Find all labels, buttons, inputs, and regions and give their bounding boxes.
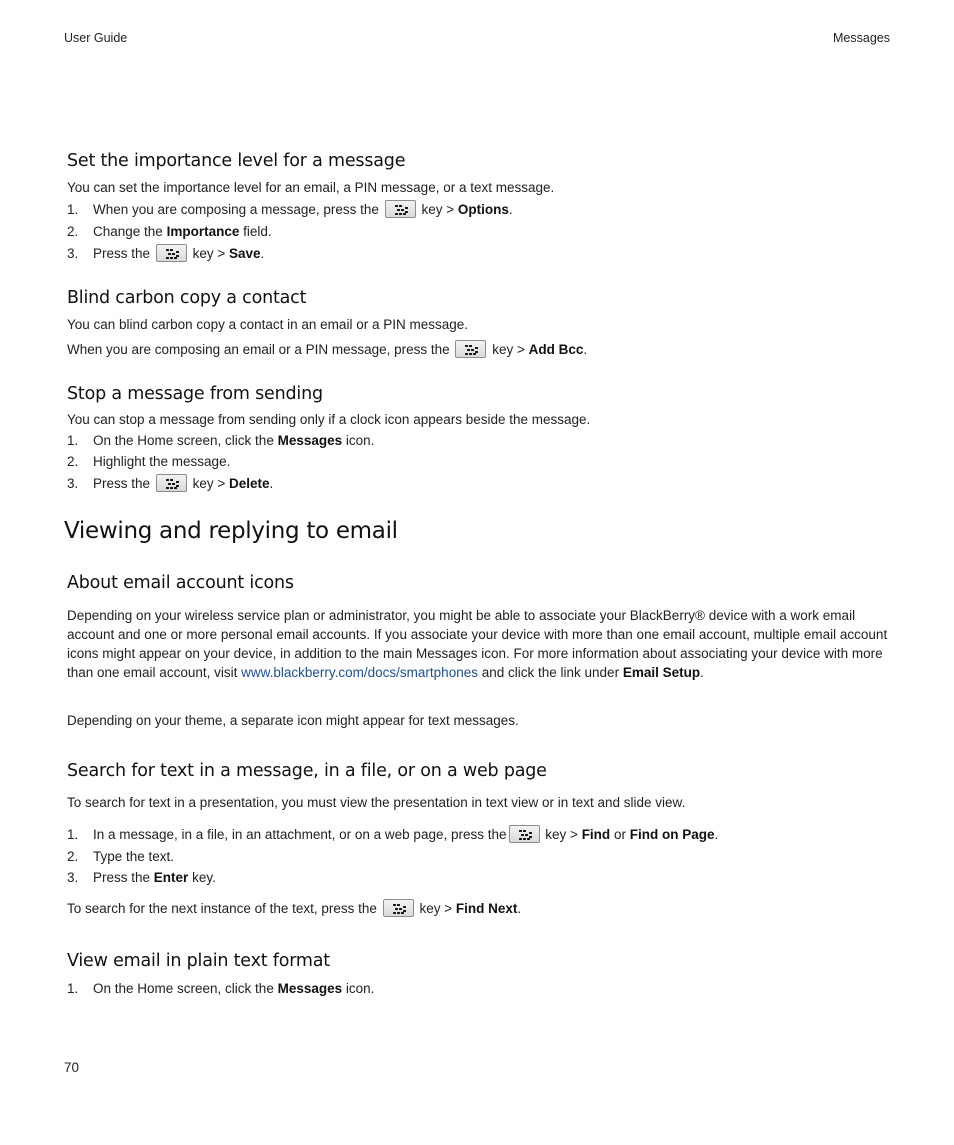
importance-step-1: 1. When you are composing a message, press the key > Options. xyxy=(67,200,513,219)
menu-key-glyph xyxy=(518,829,532,841)
menu-key-icon xyxy=(383,899,414,917)
search-next-instruction: To search for the next instance of the text, press the key > Find Next. xyxy=(67,899,521,918)
plain-step-1: 1. On the Home screen, click the Messages icon. xyxy=(67,981,375,996)
menu-key-glyph xyxy=(165,248,179,260)
running-header-right: Messages xyxy=(833,31,890,45)
importance-intro: You can set the importance level for an email, a PIN message, or a text message. xyxy=(67,180,555,195)
menu-key-glyph xyxy=(392,903,406,915)
importance-step-3: 3. Press the key > Save. xyxy=(67,244,264,263)
menu-key-glyph xyxy=(394,204,408,216)
stop-step-2: 2. Highlight the message. xyxy=(67,454,231,469)
bcc-intro: You can blind carbon copy a contact in an email or a PIN message. xyxy=(67,317,468,332)
search-step-2: 2. Type the text. xyxy=(67,849,175,864)
bcc-heading: Blind carbon copy a contact xyxy=(67,288,307,308)
account-icons-theme-note: Depending on your theme, a separate icon might appear for text messages. xyxy=(67,713,519,728)
stop-step-3: 3. Press the key > Delete. xyxy=(67,474,273,493)
bcc-instruction: When you are composing an email or a PIN message, press the key > Add Bcc. xyxy=(67,340,587,359)
running-header-left: User Guide xyxy=(64,31,128,45)
menu-key-icon xyxy=(455,340,486,358)
search-intro: To search for text in a presentation, you must view the presentation in text view or in text and slide view. xyxy=(67,795,686,810)
stop-intro: You can stop a message from sending only if a clock icon appears beside the message. xyxy=(67,412,591,427)
menu-key-glyph xyxy=(464,344,478,356)
account-icons-heading: About email account icons xyxy=(67,573,294,593)
search-step-1: 1. In a message, in a file, in an attachment, or on a web page, press the key > Find or Find on Page. xyxy=(67,825,718,844)
section-title: Viewing and replying to email xyxy=(64,518,398,544)
menu-key-icon xyxy=(385,200,416,218)
menu-key-glyph xyxy=(165,478,179,490)
search-heading: Search for text in a message, in a file, or on a web page xyxy=(67,761,547,781)
importance-step-2: 2. Change the Importance field. xyxy=(67,224,272,239)
importance-heading: Set the importance level for a message xyxy=(67,151,406,171)
stop-heading: Stop a message from sending xyxy=(67,384,323,404)
menu-key-icon xyxy=(509,825,540,843)
smartphones-docs-link[interactable]: www.blackberry.com/docs/smartphones xyxy=(241,665,478,680)
menu-key-icon xyxy=(156,474,187,492)
search-step-3: 3. Press the Enter key. xyxy=(67,870,216,885)
account-icons-paragraph: Depending on your wireless service plan or administrator, you might be able to associate your BlackBerry® device with a work email account and one or more personal email accounts. If you associate your device with more than one email account, multiple email account icons might appear on your device, in addition to the main Messages icon. For more information about associating your device with more than one email account, visit www.blackberry.com/docs/smartphones and click the link under Email Setup. xyxy=(67,608,888,680)
plain-heading: View email in plain text format xyxy=(67,951,330,971)
menu-key-icon xyxy=(156,244,187,262)
stop-step-1: 1. On the Home screen, click the Messages icon. xyxy=(67,433,375,448)
page-number: 70 xyxy=(64,1060,80,1075)
